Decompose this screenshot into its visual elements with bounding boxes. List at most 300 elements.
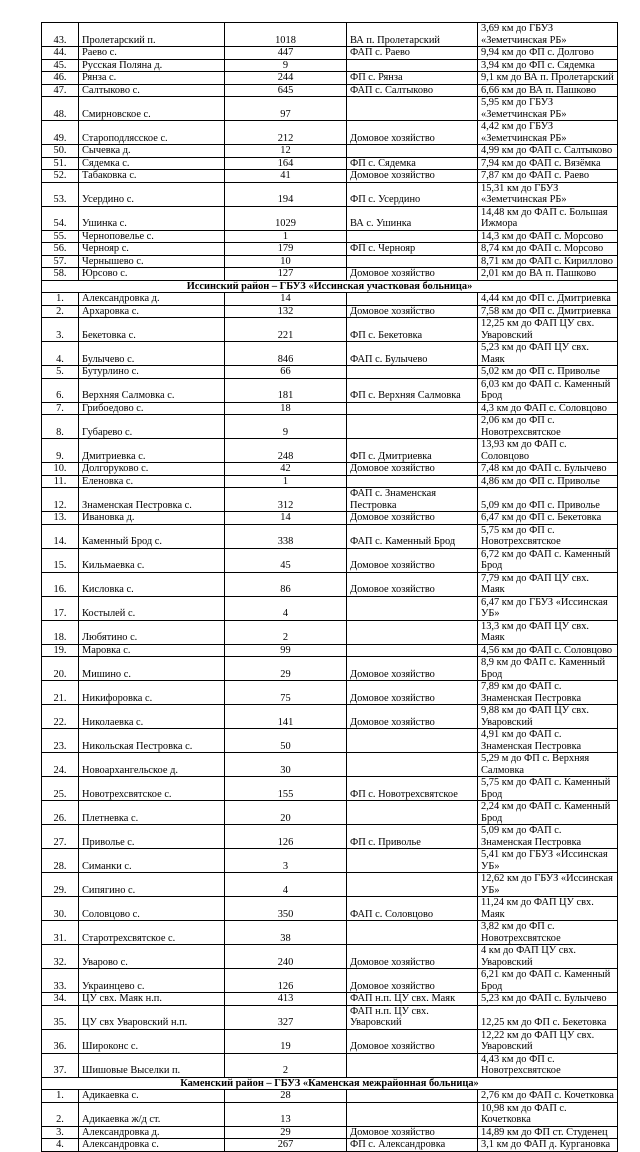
table-row	[42, 1029, 618, 1053]
section-header-row	[42, 280, 618, 293]
population: 155	[225, 777, 347, 801]
row-number: 8.	[42, 415, 79, 439]
table-row	[42, 243, 618, 256]
table-row	[42, 1139, 618, 1152]
row-number: 17.	[42, 596, 79, 620]
row-number: 11.	[42, 475, 79, 488]
medical-point	[347, 1102, 478, 1126]
population: 41	[225, 170, 347, 183]
medical-point	[347, 415, 478, 439]
distance-to-facility: 13,3 км до ФАП ЦУ свх. Маяк	[478, 620, 618, 644]
distance-to-facility: 9,94 км до ФП с. Долгово	[478, 47, 618, 60]
row-number: 44.	[42, 47, 79, 60]
settlement-name: Русская Поляна д.	[79, 59, 225, 72]
row-number: 31.	[42, 921, 79, 945]
distance-to-facility: 8,74 км до ФАП с. Морсово	[478, 243, 618, 256]
row-number: 51.	[42, 157, 79, 170]
population: 212	[225, 121, 347, 145]
population: 19	[225, 1029, 347, 1053]
table-row	[42, 366, 618, 379]
medical-point: Домовое хозяйство	[347, 512, 478, 525]
row-number: 2.	[42, 1102, 79, 1126]
population: 2	[225, 1053, 347, 1077]
row-number: 24.	[42, 753, 79, 777]
row-number: 37.	[42, 1053, 79, 1077]
medical-point: ФАП с. Салтыково	[347, 84, 478, 97]
population: 75	[225, 681, 347, 705]
table-row	[42, 206, 618, 230]
medical-point	[347, 366, 478, 379]
medical-point	[347, 59, 478, 72]
population: 1	[225, 230, 347, 243]
distance-to-facility: 6,47 км до ГБУЗ «Иссинская УБ»	[478, 596, 618, 620]
row-number: 33.	[42, 969, 79, 993]
distance-to-facility: 5,95 км до ГБУЗ «Земетчинская РБ»	[478, 97, 618, 121]
table-row	[42, 230, 618, 243]
distance-to-facility: 7,87 км до ФАП с. Раево	[478, 170, 618, 183]
row-number: 52.	[42, 170, 79, 183]
population: 13	[225, 1102, 347, 1126]
table-row	[42, 59, 618, 72]
population: 18	[225, 402, 347, 415]
row-number: 49.	[42, 121, 79, 145]
table-row	[42, 170, 618, 183]
distance-to-facility: 7,94 км до ФАП с. Вязёмка	[478, 157, 618, 170]
settlement-name: Салтыково с.	[79, 84, 225, 97]
row-number: 53.	[42, 182, 79, 206]
table-row	[42, 657, 618, 681]
distance-to-facility: 2,06 км до ФП с. Новотрехсвятское	[478, 415, 618, 439]
settlement-name: Усердино с.	[79, 182, 225, 206]
distance-to-facility: 4,43 км до ФП с. Новотрехсвятское	[478, 1053, 618, 1077]
row-number: 29.	[42, 873, 79, 897]
distance-to-facility: 6,66 км до ВА п. Пашково	[478, 84, 618, 97]
settlements-table	[41, 22, 618, 1152]
distance-to-facility: 4,99 км до ФАП с. Салтыково	[478, 145, 618, 158]
row-number: 18.	[42, 620, 79, 644]
population: 267	[225, 1139, 347, 1152]
table-row	[42, 318, 618, 342]
table-row	[42, 1102, 618, 1126]
medical-point: ФАП н.п. ЦУ свх. Маяк	[347, 993, 478, 1006]
settlement-name: Адикаевка ж/д ст.	[79, 1102, 225, 1126]
settlement-name: Новоархангельское д.	[79, 753, 225, 777]
medical-point	[347, 729, 478, 753]
settlement-name: Старотрехсвятское с.	[79, 921, 225, 945]
row-number: 54.	[42, 206, 79, 230]
settlement-name: Сипягино с.	[79, 873, 225, 897]
population: 181	[225, 378, 347, 402]
population: 194	[225, 182, 347, 206]
distance-to-facility: 4 км до ФАП ЦУ свх. Уваровский	[478, 945, 618, 969]
distance-to-facility: 14,89 км до ФП ст. Студенец	[478, 1126, 618, 1139]
distance-to-facility: 7,48 км до ФАП с. Булычево	[478, 463, 618, 476]
row-number: 20.	[42, 657, 79, 681]
settlement-name: Никифоровка с.	[79, 681, 225, 705]
table-row	[42, 402, 618, 415]
distance-to-facility: 12,62 км до ГБУЗ «Иссинская УБ»	[478, 873, 618, 897]
row-number: 48.	[42, 97, 79, 121]
population: 50	[225, 729, 347, 753]
row-number: 55.	[42, 230, 79, 243]
distance-to-facility: 7,58 км до ФП с. Дмитриевка	[478, 305, 618, 318]
population: 1018	[225, 23, 347, 47]
population: 42	[225, 463, 347, 476]
medical-point: ФП с. Новотрехсвятское	[347, 777, 478, 801]
row-number: 56.	[42, 243, 79, 256]
row-number: 15.	[42, 548, 79, 572]
table-row	[42, 293, 618, 306]
settlement-name: Ивановка д.	[79, 512, 225, 525]
population: 20	[225, 801, 347, 825]
distance-to-facility: 4,44 км до ФП с. Дмитриевка	[478, 293, 618, 306]
medical-point	[347, 1090, 478, 1103]
population: 447	[225, 47, 347, 60]
table-row	[42, 488, 618, 512]
distance-to-facility: 4,3 км до ФАП с. Соловцово	[478, 402, 618, 415]
settlement-name: Никольская Пестровка с.	[79, 729, 225, 753]
settlement-name: Чернояр с.	[79, 243, 225, 256]
medical-point	[347, 293, 478, 306]
medical-point: ВА с. Ушинка	[347, 206, 478, 230]
table-row	[42, 1053, 618, 1077]
settlement-name: Шишовые Выселки п.	[79, 1053, 225, 1077]
distance-to-facility: 5,75 км до ФП с. Новотрехсвятское	[478, 524, 618, 548]
distance-to-facility: 2,24 км до ФАП с. Каменный Брод	[478, 801, 618, 825]
population: 9	[225, 59, 347, 72]
settlement-name: Николаевка с.	[79, 705, 225, 729]
settlement-name: Юрсово с.	[79, 268, 225, 281]
table-row	[42, 342, 618, 366]
population: 126	[225, 825, 347, 849]
settlement-name: Бекетовка с.	[79, 318, 225, 342]
settlement-name: Любятино с.	[79, 620, 225, 644]
table-row	[42, 463, 618, 476]
medical-point: ФАП с. Знаменская Пестровка	[347, 488, 478, 512]
settlement-name: Грибоедово с.	[79, 402, 225, 415]
row-number: 14.	[42, 524, 79, 548]
distance-to-facility: 4,86 км до ФП с. Приволье	[478, 475, 618, 488]
settlement-name: Булычево с.	[79, 342, 225, 366]
settlement-name: Украинцево с.	[79, 969, 225, 993]
settlement-name: Еленовка с.	[79, 475, 225, 488]
row-number: 21.	[42, 681, 79, 705]
table-row	[42, 572, 618, 596]
medical-point: ФП с. Бекетовка	[347, 318, 478, 342]
row-number: 57.	[42, 255, 79, 268]
settlement-name: Симанки с.	[79, 849, 225, 873]
table-row	[42, 255, 618, 268]
medical-point	[347, 596, 478, 620]
table-row	[42, 873, 618, 897]
population: 132	[225, 305, 347, 318]
medical-point: ФАП с. Каменный Брод	[347, 524, 478, 548]
medical-point	[347, 921, 478, 945]
row-number: 30.	[42, 897, 79, 921]
medical-point: ФП с. Чернояр	[347, 243, 478, 256]
medical-point: Домовое хозяйство	[347, 170, 478, 183]
settlement-name: Сядемка с.	[79, 157, 225, 170]
table-row	[42, 620, 618, 644]
row-number: 43.	[42, 23, 79, 47]
population: 4	[225, 873, 347, 897]
distance-to-facility: 4,91 км до ФАП с. Знаменская Пестровка	[478, 729, 618, 753]
medical-point	[347, 97, 478, 121]
table-row	[42, 921, 618, 945]
distance-to-facility: 12,25 км до ФАП ЦУ свх. Уваровский	[478, 318, 618, 342]
settlement-name: Староподлясское с.	[79, 121, 225, 145]
settlement-name: Табаковка с.	[79, 170, 225, 183]
distance-to-facility: 3,82 км до ФП с. Новотрехсвятское	[478, 921, 618, 945]
row-number: 4.	[42, 342, 79, 366]
medical-point: ФП с. Дмитриевка	[347, 439, 478, 463]
table-row	[42, 23, 618, 47]
population: 14	[225, 293, 347, 306]
population: 350	[225, 897, 347, 921]
distance-to-facility: 9,1 км до ВА п. Пролетарский	[478, 72, 618, 85]
distance-to-facility: 6,21 км до ФАП с. Каменный Брод	[478, 969, 618, 993]
row-number: 12.	[42, 488, 79, 512]
table-row	[42, 548, 618, 572]
medical-point: ФП с. Сядемка	[347, 157, 478, 170]
distance-to-facility: 7,89 км до ФАП с. Знаменская Пестровка	[478, 681, 618, 705]
distance-to-facility: 8,9 км до ФАП с. Каменный Брод	[478, 657, 618, 681]
row-number: 1.	[42, 293, 79, 306]
population: 141	[225, 705, 347, 729]
table-row	[42, 825, 618, 849]
medical-point: Домовое хозяйство	[347, 305, 478, 318]
table-row	[42, 47, 618, 60]
distance-to-facility: 5,09 км до ФАП с. Знаменская Пестровка	[478, 825, 618, 849]
distance-to-facility: 14,48 км до ФАП с. Большая Ижмора	[478, 206, 618, 230]
settlement-name: Дмитриевка с.	[79, 439, 225, 463]
row-number: 1.	[42, 1090, 79, 1103]
population: 99	[225, 644, 347, 657]
table-row	[42, 121, 618, 145]
row-number: 4.	[42, 1139, 79, 1152]
table-row	[42, 475, 618, 488]
population: 338	[225, 524, 347, 548]
medical-point	[347, 644, 478, 657]
medical-point	[347, 255, 478, 268]
settlement-name: Маровка с.	[79, 644, 225, 657]
population: 248	[225, 439, 347, 463]
row-number: 10.	[42, 463, 79, 476]
population: 29	[225, 1126, 347, 1139]
medical-point	[347, 145, 478, 158]
distance-to-facility: 11,24 км до ФАП ЦУ свх. Маяк	[478, 897, 618, 921]
row-number: 35.	[42, 1005, 79, 1029]
population: 97	[225, 97, 347, 121]
table-row	[42, 1090, 618, 1103]
distance-to-facility: 5,23 км до ФАП с. Булычево	[478, 993, 618, 1006]
medical-point: Домовое хозяйство	[347, 572, 478, 596]
population: 29	[225, 657, 347, 681]
settlement-name: Чернышево с.	[79, 255, 225, 268]
population: 1029	[225, 206, 347, 230]
settlement-name: Ушинка с.	[79, 206, 225, 230]
population: 645	[225, 84, 347, 97]
settlement-name: Кильмаевка с.	[79, 548, 225, 572]
settlement-name: Плетневка с.	[79, 801, 225, 825]
settlement-name: Александровка д.	[79, 293, 225, 306]
row-number: 3.	[42, 318, 79, 342]
settlement-name: Долгоруково с.	[79, 463, 225, 476]
population: 28	[225, 1090, 347, 1103]
population: 66	[225, 366, 347, 379]
settlement-name: Костылей с.	[79, 596, 225, 620]
row-number: 58.	[42, 268, 79, 281]
row-number: 9.	[42, 439, 79, 463]
population: 14	[225, 512, 347, 525]
medical-point: ФАП н.п. ЦУ свх. Уваровский	[347, 1005, 478, 1029]
table-row	[42, 305, 618, 318]
distance-to-facility: 14,3 км до ФАП с. Морсово	[478, 230, 618, 243]
settlement-name: Широконс с.	[79, 1029, 225, 1053]
row-number: 7.	[42, 402, 79, 415]
population: 45	[225, 548, 347, 572]
settlement-name: Соловцово с.	[79, 897, 225, 921]
table-row	[42, 268, 618, 281]
distance-to-facility: 13,93 км до ФАП с. Соловцово	[478, 439, 618, 463]
row-number: 19.	[42, 644, 79, 657]
table-row	[42, 705, 618, 729]
settlement-name: Рянза с.	[79, 72, 225, 85]
medical-point	[347, 753, 478, 777]
table-row	[42, 801, 618, 825]
population: 221	[225, 318, 347, 342]
medical-point: ФП с. Верхняя Салмовка	[347, 378, 478, 402]
medical-point	[347, 849, 478, 873]
population: 86	[225, 572, 347, 596]
medical-point: Домовое хозяйство	[347, 268, 478, 281]
settlement-name: Александровка с.	[79, 1139, 225, 1152]
section-title: Каменский район – ГБУЗ «Каменская межрайонная больница»	[42, 1077, 618, 1090]
population: 179	[225, 243, 347, 256]
table-row	[42, 753, 618, 777]
medical-point: ФП с. Усердино	[347, 182, 478, 206]
table-row	[42, 512, 618, 525]
settlement-name: Александровка д.	[79, 1126, 225, 1139]
row-number: 6.	[42, 378, 79, 402]
medical-point: Домовое хозяйство	[347, 657, 478, 681]
table-row	[42, 415, 618, 439]
medical-point: Домовое хозяйство	[347, 705, 478, 729]
medical-point: Домовое хозяйство	[347, 1029, 478, 1053]
distance-to-facility: 12,22 км до ФАП ЦУ свх. Уваровский	[478, 1029, 618, 1053]
medical-point: ФП с. Рянза	[347, 72, 478, 85]
table-row	[42, 596, 618, 620]
row-number: 50.	[42, 145, 79, 158]
medical-point	[347, 475, 478, 488]
population: 164	[225, 157, 347, 170]
medical-point: ВА п. Пролетарский	[347, 23, 478, 47]
medical-point: ФАП с. Булычево	[347, 342, 478, 366]
table-row	[42, 72, 618, 85]
settlement-name: Верхняя Салмовка с.	[79, 378, 225, 402]
settlement-name: Адикаевка с.	[79, 1090, 225, 1103]
settlement-name: Бутурлино с.	[79, 366, 225, 379]
distance-to-facility: 7,79 км до ФАП ЦУ свх. Маяк	[478, 572, 618, 596]
settlement-name: Раево с.	[79, 47, 225, 60]
table-row	[42, 945, 618, 969]
population: 327	[225, 1005, 347, 1029]
row-number: 27.	[42, 825, 79, 849]
population: 846	[225, 342, 347, 366]
medical-point	[347, 230, 478, 243]
distance-to-facility: 5,75 км до ФАП с. Каменный Брод	[478, 777, 618, 801]
row-number: 22.	[42, 705, 79, 729]
population: 10	[225, 255, 347, 268]
settlement-name: ЦУ свх. Маяк н.п.	[79, 993, 225, 1006]
distance-to-facility: 3,1 км до ФАП д. Кургановка	[478, 1139, 618, 1152]
settlement-name: Сычевка д.	[79, 145, 225, 158]
population: 30	[225, 753, 347, 777]
medical-point	[347, 873, 478, 897]
population: 12	[225, 145, 347, 158]
table-row	[42, 145, 618, 158]
settlements-table-page	[41, 22, 617, 1152]
population: 244	[225, 72, 347, 85]
table-row	[42, 849, 618, 873]
population: 9	[225, 415, 347, 439]
row-number: 36.	[42, 1029, 79, 1053]
row-number: 26.	[42, 801, 79, 825]
row-number: 2.	[42, 305, 79, 318]
table-row	[42, 644, 618, 657]
distance-to-facility: 6,47 км до ФП с. Бекетовка	[478, 512, 618, 525]
row-number: 16.	[42, 572, 79, 596]
population: 127	[225, 268, 347, 281]
row-number: 45.	[42, 59, 79, 72]
medical-point	[347, 620, 478, 644]
distance-to-facility: 3,69 км до ГБУЗ «Земетчинская РБ»	[478, 23, 618, 47]
table-row	[42, 729, 618, 753]
distance-to-facility: 5,41 км до ГБУЗ «Иссинская УБ»	[478, 849, 618, 873]
row-number: 5.	[42, 366, 79, 379]
population: 38	[225, 921, 347, 945]
table-row	[42, 97, 618, 121]
settlement-name: Черноповелье с.	[79, 230, 225, 243]
settlement-name: ЦУ свх Уваровский н.п.	[79, 1005, 225, 1029]
medical-point: Домовое хозяйство	[347, 969, 478, 993]
population: 413	[225, 993, 347, 1006]
table-row	[42, 993, 618, 1006]
settlement-name: Мишино с.	[79, 657, 225, 681]
settlement-name: Пролетарский п.	[79, 23, 225, 47]
distance-to-facility: 2,76 км до ФАП с. Кочетковка	[478, 1090, 618, 1103]
table-row	[42, 969, 618, 993]
population: 312	[225, 488, 347, 512]
table-row	[42, 84, 618, 97]
settlement-name: Уварово с.	[79, 945, 225, 969]
distance-to-facility: 3,94 км до ФП с. Сядемка	[478, 59, 618, 72]
distance-to-facility: 12,25 км до ФП с. Бекетовка	[478, 1005, 618, 1029]
medical-point: ФП с. Александровка	[347, 1139, 478, 1152]
distance-to-facility: 2,01 км до ВА п. Пашково	[478, 268, 618, 281]
distance-to-facility: 10,98 км до ФАП с. Кочетковка	[478, 1102, 618, 1126]
distance-to-facility: 5,09 км до ФП с. Приволье	[478, 488, 618, 512]
medical-point	[347, 402, 478, 415]
table-row	[42, 777, 618, 801]
distance-to-facility: 5,29 м до ФП с. Верхняя Салмовка	[478, 753, 618, 777]
row-number: 28.	[42, 849, 79, 873]
medical-point: Домовое хозяйство	[347, 945, 478, 969]
population: 1	[225, 475, 347, 488]
table-row	[42, 439, 618, 463]
distance-to-facility: 9,88 км до ФАП ЦУ свх. Уваровский	[478, 705, 618, 729]
table-row	[42, 681, 618, 705]
